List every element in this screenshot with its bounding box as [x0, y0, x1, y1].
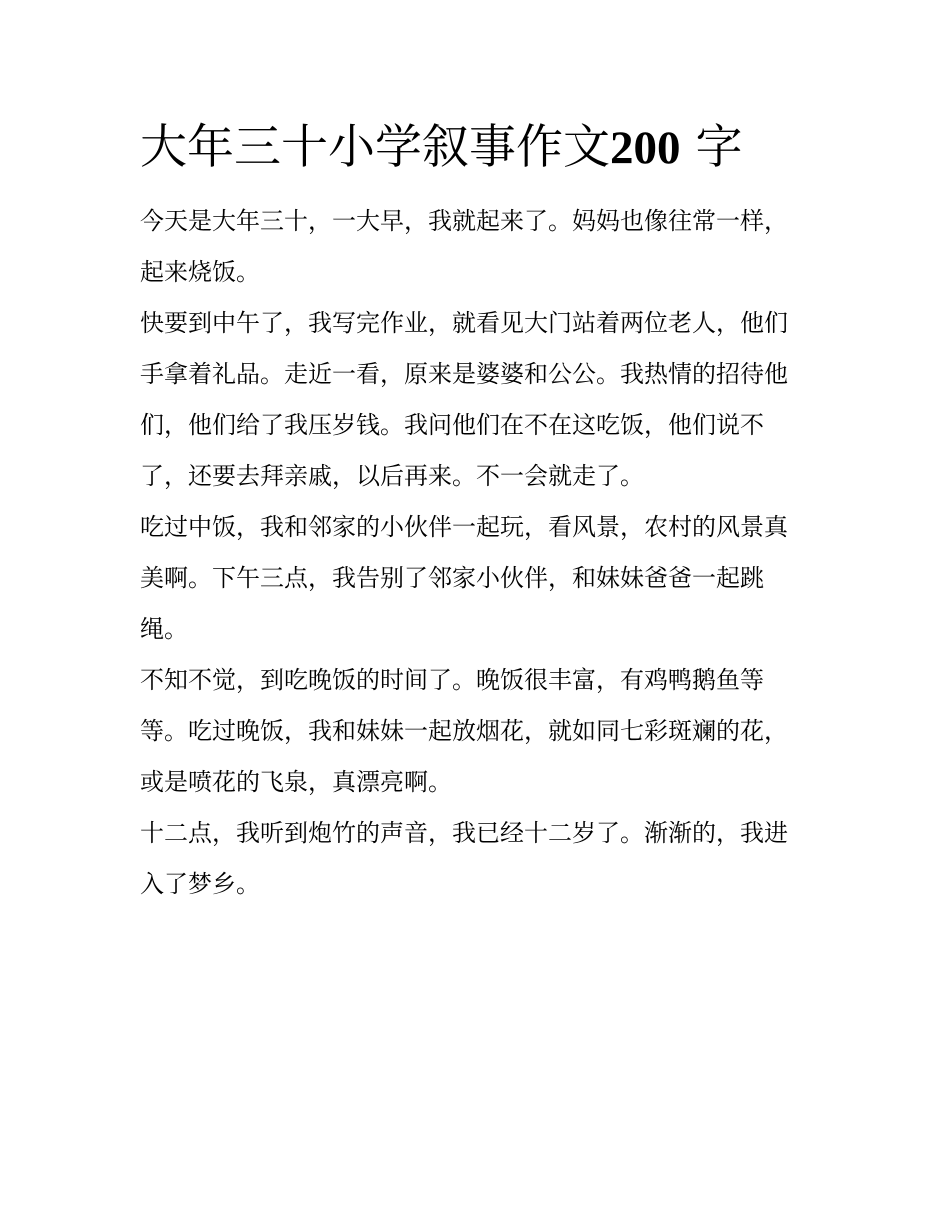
document-title [140, 112, 820, 184]
text-line: 十二点，我听到炮竹的声音，我已经十二岁了。渐渐的，我进 [140, 819, 788, 847]
text-line: 快要到中午了，我写完作业，就看见大门站着两位老人，他们 [140, 309, 788, 337]
text-line: 手拿着礼品。走近一看，原来是婆婆和公公。我热情的招待他 [140, 360, 788, 388]
text-line: 美啊。下午三点，我告别了邻家小伙伴，和妹妹爸爸一起跳 [140, 564, 764, 592]
paragraph-5 [140, 808, 820, 910]
text-line: 等。吃过晚饭，我和妹妹一起放烟花，就如同七彩斑斓的花， [140, 717, 788, 745]
document-body [140, 196, 820, 910]
text-line: 入了梦乡。 [140, 870, 260, 898]
paragraph-4 [140, 655, 820, 808]
text-line: 吃过中饭，我和邻家的小伙伴一起玩，看风景，农村的风景真 [140, 513, 788, 541]
paragraph-1 [140, 196, 820, 298]
paragraph-3 [140, 502, 820, 655]
text-line: 绳。 [140, 615, 188, 643]
title-number: 200 [610, 122, 681, 174]
text-line: 了，还要去拜亲戚，以后再来。不一会就走了。 [140, 462, 644, 490]
text-line: 们，他们给了我压岁钱。我问他们在不在这吃饭，他们说不 [140, 411, 764, 439]
paragraph-2 [140, 298, 820, 502]
text-line: 起来烧饭。 [140, 258, 260, 286]
text-line: 不知不觉，到吃晚饭的时间了。晚饭很丰富，有鸡鸭鹅鱼等 [140, 666, 764, 694]
title-suffix: 字 [695, 120, 743, 175]
text-line: 或是喷花的飞泉，真漂亮啊。 [140, 768, 452, 796]
title-prefix: 大年三十小学叙事作文 [140, 120, 610, 175]
text-line: 今天是大年三十，一大早，我就起来了。妈妈也像往常一样， [140, 207, 788, 235]
